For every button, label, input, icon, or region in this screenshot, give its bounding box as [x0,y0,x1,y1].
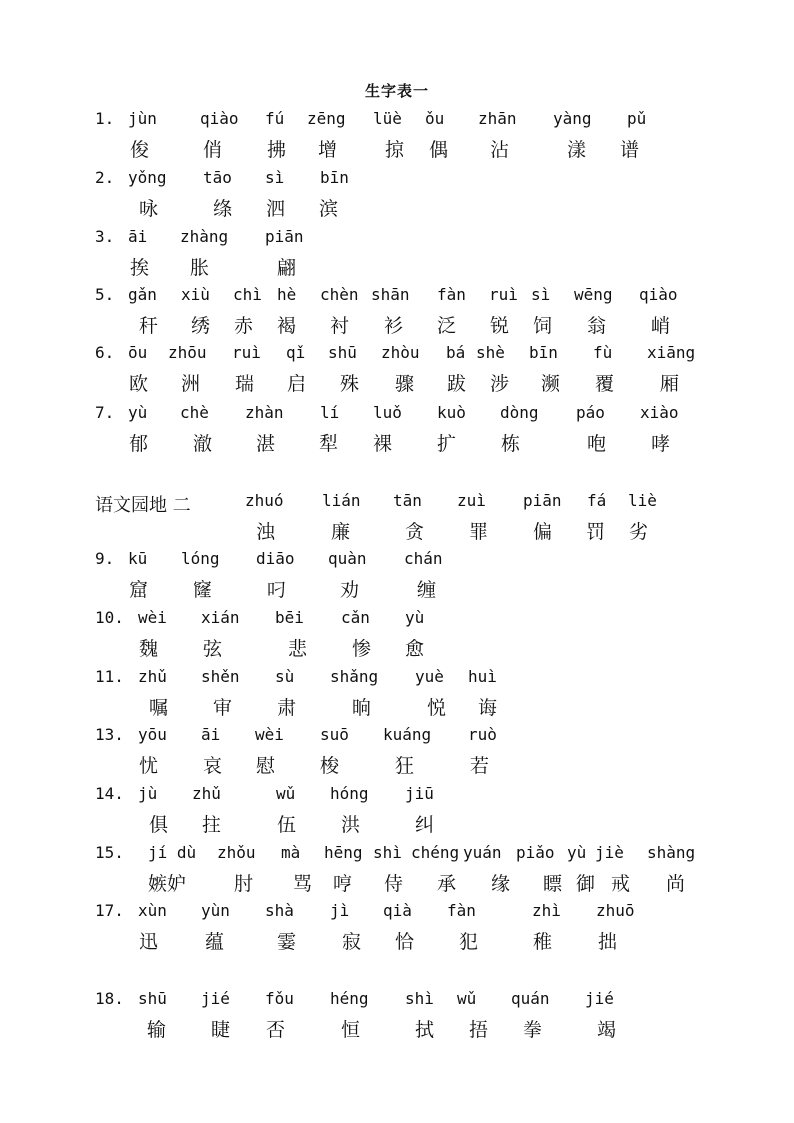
hanzi-character: 衫 [384,315,404,337]
hanzi-character: 衬 [330,315,350,337]
hanzi-character: 廉 [331,521,351,543]
hanzi-character: 戒 [611,873,631,895]
hanzi-character: 叼 [267,579,287,601]
hanzi-character: 沾 [490,139,510,161]
pinyin-syllable: yuè [415,667,444,686]
pinyin-syllable: xián [201,608,240,627]
hanzi-character: 缠 [417,579,437,601]
pinyin-syllable: jiū [405,784,434,803]
pinyin-syllable: wèi [138,608,167,627]
pinyin-syllable: yuán [463,843,502,862]
row-label: 10. [95,608,124,627]
pinyin-syllable: lí [320,403,340,422]
pinyin-syllable: yōu [138,725,167,744]
hanzi-character: 弦 [203,638,223,660]
pinyin-syllable: zēng [307,109,346,128]
pinyin-syllable: fàn [447,901,476,920]
hanzi-character: 输 [147,1019,167,1041]
hanzi-character: 犯 [459,931,479,953]
pinyin-syllable: qiào [639,285,678,304]
pinyin-syllable: chè [180,403,209,422]
pinyin-syllable: kuáng [383,725,432,744]
hanzi-character: 贪 [405,521,425,543]
hanzi-character: 窟 [129,579,149,601]
pinyin-syllable: zhǔ [192,784,221,803]
hanzi-character: 泛 [437,315,457,337]
hanzi-character: 湛 [256,433,276,455]
pinyin-syllable: shì [405,989,434,1008]
pinyin-syllable: diāo [256,549,295,568]
hanzi-character: 漾 [567,139,587,161]
pinyin-syllable: páo [576,403,605,422]
hanzi-character: 饲 [533,315,553,337]
hanzi-character: 哀 [203,755,223,777]
hanzi-character: 洪 [341,814,361,836]
pinyin-syllable: zhòu [381,343,420,362]
pinyin-syllable: sì [531,285,551,304]
hanzi-character: 哮 [651,433,671,455]
pinyin-syllable: qià [383,901,412,920]
pinyin-syllable: piǎo [516,843,555,862]
hanzi-character: 浊 [256,521,276,543]
pinyin-syllable: āi [201,725,221,744]
row-label: 6. [95,343,115,362]
hanzi-character: 厢 [660,373,680,395]
pinyin-syllable: luǒ [373,403,402,422]
hanzi-character: 瑞 [235,373,255,395]
hanzi-character: 悦 [427,697,447,719]
hanzi-character: 启 [287,373,307,395]
pinyin-syllable: piān [265,227,304,246]
hanzi-character: 肘 [234,873,254,895]
hanzi-character: 竭 [597,1019,617,1041]
pinyin-syllable: shàng [647,843,696,862]
pinyin-syllable: sì [265,168,285,187]
hanzi-character: 忧 [139,755,159,777]
row-label: 1. [95,109,115,128]
row-label: 11. [95,667,124,686]
pinyin-syllable: kuò [437,403,466,422]
hanzi-character: 偏 [533,521,553,543]
hanzi-character: 睫 [211,1019,231,1041]
hanzi-character: 愈 [405,638,425,660]
pinyin-syllable: yǒng [128,168,167,187]
hanzi-character: 濒 [541,373,561,395]
pinyin-syllable: lóng [181,549,220,568]
pinyin-syllable: yù [567,843,587,862]
pinyin-syllable: wǔ [276,784,296,803]
hanzi-character: 郁 [129,433,149,455]
hanzi-character: 罪 [469,521,489,543]
hanzi-character: 劝 [340,579,360,601]
hanzi-character: 拄 [202,814,222,836]
row-label: 3. [95,227,115,246]
pinyin-syllable: dòng [500,403,539,422]
hanzi-character: 御 [576,873,596,895]
pinyin-syllable: huì [468,667,497,686]
pinyin-syllable: zhǔ [138,667,167,686]
pinyin-syllable: gǎn [128,285,157,304]
pinyin-syllable: zhì [532,901,561,920]
pinyin-syllable: tāo [203,168,232,187]
hanzi-character: 跋 [447,373,467,395]
hanzi-character: 澈 [193,433,213,455]
pinyin-syllable: yù [405,608,425,627]
pinyin-syllable: jù [138,784,158,803]
pinyin-syllable: zuì [457,491,486,510]
pinyin-syllable: bá [446,343,466,362]
hanzi-character: 咆 [587,433,607,455]
pinyin-syllable: piān [523,491,562,510]
hanzi-character: 悲 [288,638,308,660]
pinyin-syllable: jí dù [148,843,197,862]
hanzi-character: 惨 [352,638,372,660]
hanzi-character: 掠 [385,139,405,161]
hanzi-character: 拂 [267,139,287,161]
pinyin-syllable: xiào [640,403,679,422]
pinyin-syllable: ruì [489,285,518,304]
pinyin-syllable: qiào [200,109,239,128]
pinyin-syllable: fá [587,491,607,510]
hanzi-character: 捂 [469,1019,489,1041]
pinyin-syllable: qǐ [286,343,306,362]
pinyin-syllable: shān [371,285,410,304]
hanzi-character: 寂 [342,931,362,953]
pinyin-syllable: lüè [373,109,402,128]
hanzi-character: 魏 [139,638,159,660]
pinyin-syllable: tān [393,491,422,510]
hanzi-character: 承 [437,873,457,895]
pinyin-syllable: jiè [595,843,624,862]
pinyin-syllable: ǒu [425,109,445,128]
row-label: 14. [95,784,124,803]
pinyin-syllable: jùn [128,109,157,128]
hanzi-character: 秆 [139,315,159,337]
hanzi-character: 拙 [598,931,618,953]
pinyin-syllable: jié [585,989,614,1008]
row-label: 18. [95,989,124,1008]
hanzi-character: 审 [213,697,233,719]
hanzi-character: 恒 [341,1019,361,1041]
hanzi-character: 洲 [181,373,201,395]
hanzi-character: 栋 [501,433,521,455]
pinyin-syllable: suō [320,725,349,744]
page-title: 生字表一 [364,82,429,100]
hanzi-character: 殊 [340,373,360,395]
pinyin-syllable: shū [328,343,357,362]
row-label: 5. [95,285,115,304]
hanzi-character: 恰 [395,931,415,953]
row-label: 9. [95,549,115,568]
pinyin-syllable: quán [511,989,550,1008]
hanzi-character: 嘱 [149,697,169,719]
pinyin-syllable: hóng [330,784,369,803]
hanzi-character: 胀 [190,257,210,279]
pinyin-syllable: fù [593,343,613,362]
pinyin-syllable: chéng [411,843,460,862]
hanzi-character: 窿 [193,579,213,601]
hanzi-character: 偶 [429,139,449,161]
pinyin-syllable: ruì [232,343,261,362]
hanzi-character: 骤 [395,373,415,395]
row-label: 15. [95,843,124,862]
hanzi-character: 缘 [491,873,511,895]
pinyin-syllable: chán [404,549,443,568]
pinyin-syllable: yùn [201,901,230,920]
hanzi-character: 尚 [666,873,686,895]
hanzi-character: 骂 [293,873,313,895]
hanzi-character: 迅 [139,931,159,953]
pinyin-syllable: zhōu [168,343,207,362]
hanzi-character: 覆 [595,373,615,395]
hanzi-character: 狂 [395,755,415,777]
hanzi-character: 俊 [130,139,150,161]
hanzi-character: 肃 [277,697,297,719]
pinyin-syllable: jié [201,989,230,1008]
hanzi-character: 蕴 [205,931,225,953]
pinyin-syllable: yù [128,403,148,422]
hanzi-character: 锐 [490,315,510,337]
pinyin-syllable: shè [476,343,505,362]
hanzi-character: 泗 [266,198,286,220]
pinyin-syllable: fǒu [265,989,294,1008]
hanzi-character: 增 [318,139,338,161]
pinyin-syllable: zhuō [596,901,635,920]
pinyin-syllable: wēng [574,285,613,304]
hanzi-character: 翁 [587,315,607,337]
hanzi-character: 绣 [191,315,211,337]
pinyin-syllable: wǔ [457,989,477,1008]
pinyin-syllable: ōu [128,343,148,362]
hanzi-character: 稚 [533,931,553,953]
pinyin-syllable: xiāng [647,343,696,362]
hanzi-character: 挨 [130,257,150,279]
hanzi-character: 否 [266,1019,286,1041]
hanzi-character: 嫉妒 [148,873,187,895]
hanzi-character: 谱 [620,139,640,161]
pinyin-syllable: zhǒu [217,843,256,862]
pinyin-syllable: mà [281,843,301,862]
hanzi-character: 拳 [523,1019,543,1041]
pinyin-syllable: sù [275,667,295,686]
hanzi-character: 咏 [139,198,159,220]
pinyin-syllable: āi [128,227,148,246]
hanzi-character: 犁 [319,433,339,455]
hanzi-character: 翩 [277,257,297,279]
pinyin-syllable: lián [322,491,361,510]
hanzi-character: 梭 [320,755,340,777]
hanzi-character: 若 [470,755,490,777]
hanzi-character: 诲 [478,697,498,719]
hanzi-character: 裸 [373,433,393,455]
pinyin-syllable: cǎn [341,608,370,627]
pinyin-syllable: bēi [275,608,304,627]
pinyin-syllable: liè [628,491,657,510]
row-label: 13. [95,725,124,744]
hanzi-character: 绦 [213,198,233,220]
pinyin-syllable: héng [330,989,369,1008]
pinyin-syllable: shà [265,901,294,920]
hanzi-character: 劣 [629,521,649,543]
hanzi-character: 峭 [651,315,671,337]
row-label: 7. [95,403,115,422]
hanzi-character: 涉 [490,373,510,395]
pinyin-syllable: xùn [138,901,167,920]
row-label: 17. [95,901,124,920]
pinyin-syllable: wèi [255,725,284,744]
hanzi-character: 扩 [437,433,457,455]
hanzi-character: 晌 [352,697,372,719]
pinyin-syllable: zhàng [180,227,229,246]
pinyin-syllable: hēng [324,843,363,862]
pinyin-syllable: hè [277,285,297,304]
hanzi-character: 伍 [277,814,297,836]
hanzi-character: 侍 [384,873,404,895]
pinyin-syllable: shì [373,843,402,862]
pinyin-syllable: shěn [201,667,240,686]
hanzi-character: 褐 [277,315,297,337]
pinyin-syllable: bīn [320,168,349,187]
pinyin-syllable: fàn [437,285,466,304]
pinyin-syllable: chèn [320,285,359,304]
hanzi-character: 罚 [586,521,606,543]
hanzi-character: 纠 [415,814,435,836]
hanzi-character: 拭 [415,1019,435,1041]
pinyin-syllable: jì [330,901,350,920]
pinyin-syllable: chì [233,285,262,304]
pinyin-syllable: shū [138,989,167,1008]
row-label: 2. [95,168,115,187]
hanzi-character: 滨 [319,198,339,220]
hanzi-character: 欧 [129,373,149,395]
pinyin-syllable: shǎng [330,667,379,686]
pinyin-syllable: zhuó [245,491,284,510]
pinyin-syllable: xiù [181,285,210,304]
hanzi-character: 俱 [149,814,169,836]
pinyin-syllable: ruò [468,725,497,744]
pinyin-syllable: kū [128,549,148,568]
hanzi-character: 哼 [333,873,353,895]
row-label: 语文园地 二 [95,495,191,516]
hanzi-character: 瞟 [543,873,563,895]
hanzi-character: 俏 [203,139,223,161]
pinyin-syllable: zhàn [245,403,284,422]
hanzi-character: 慰 [256,755,276,777]
pinyin-syllable: quàn [328,549,367,568]
hanzi-character: 霎 [277,931,297,953]
pinyin-syllable: pǔ [627,109,647,128]
pinyin-syllable: yàng [553,109,592,128]
pinyin-syllable: bīn [529,343,558,362]
pinyin-syllable: fú [265,109,285,128]
hanzi-character: 赤 [234,315,254,337]
pinyin-syllable: zhān [478,109,517,128]
